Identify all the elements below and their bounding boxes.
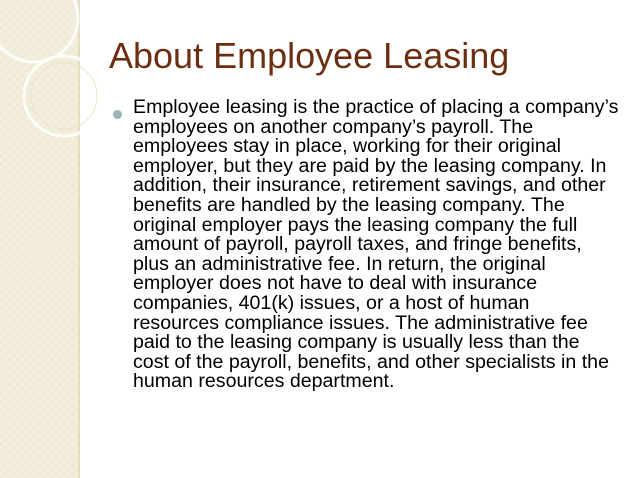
bullet-dot-icon: [113, 110, 122, 119]
slide-title: About Employee Leasing: [109, 35, 510, 76]
bullet-text: Employee leasing is the practice of placing a company’s employees on another company’s payroll. The employees stay in place, working for their original employer, but they are paid by the leasing company. In addition, their insurance, retirement savings, and other benefits are handled by the leasing company. The original employer pays the leasing company the full amount of payroll, payroll taxes, and fringe benefits, plus an administrative fee. In return, the original employer does not have to deal with insurance companies, 401(k) issues, or a host of human resources compliance issues. The administrative fee paid to the leasing company is usually less than the cost of the payroll, benefits, and other specialists in the human resources department.: [133, 96, 619, 393]
bullet-item: [109, 98, 619, 392]
